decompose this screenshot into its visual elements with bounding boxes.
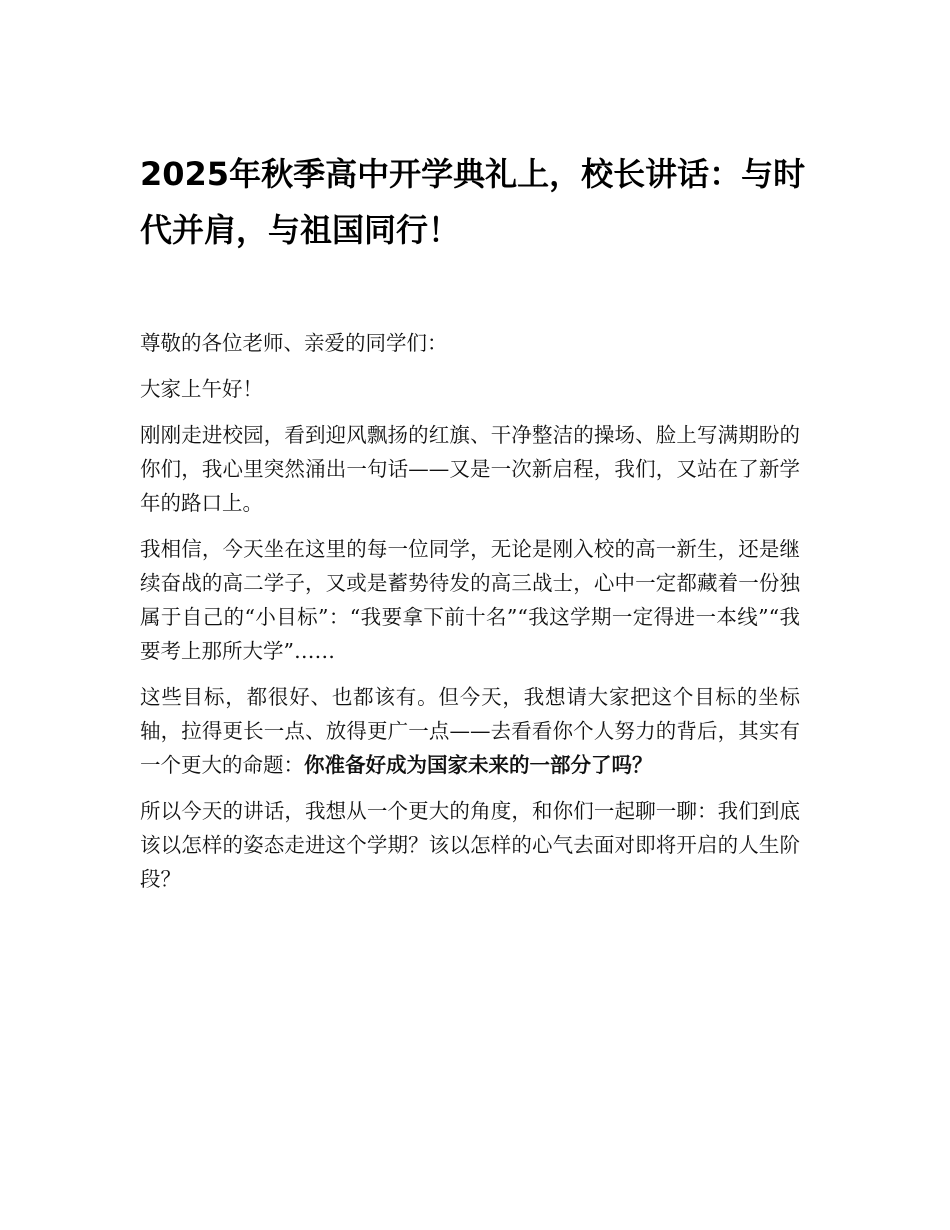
paragraph-campus-scene: 刚刚走进校园，看到迎风飘扬的红旗、干净整洁的操场、脸上写满期盼的你们，我心里突然涌出一句话——又是一次新启程，我们，又站在了新学年的路口上。 <box>140 423 800 515</box>
paragraph-salutation: 尊敬的各位老师、亲爱的同学们： <box>140 331 448 355</box>
paragraph-speech-topic: 所以今天的讲话，我想从一个更大的角度，和你们一起聊一聊：我们到底该以怎样的姿态走进这个学期？该以怎样的心气去面对即将开启的人生阶段？ <box>140 799 800 891</box>
paragraph-bigger-question-text: 这些目标，都很好、也都该有。但今天，我想请大家把这个目标的坐标轴，拉得更长一点、放得更广一点——去看看你个人努力的背后，其实有一个更大的命题： <box>140 685 800 777</box>
paragraph-greeting: 大家上午好！ <box>140 377 263 401</box>
paragraph-bigger-question-emphasis: 你准备好成为国家未来的一部分了吗？ <box>304 753 653 777</box>
document-title: 2025年秋季高中开学典礼上，校长讲话：与时代并肩，与祖国同行！ <box>140 155 806 249</box>
document-body <box>140 326 800 908</box>
paragraph-bigger-question <box>140 680 800 782</box>
paragraph-student-goals: 我相信，今天坐在这里的每一位同学，无论是刚入校的高一新生，还是继续奋战的高二学子，又或是蓄势待发的高三战士，心中一定都藏着一份独属于自己的“小目标”：“我要拿下前十名”“我这学期一定得进一本线”“我要考上那所大学”…… <box>140 537 800 663</box>
